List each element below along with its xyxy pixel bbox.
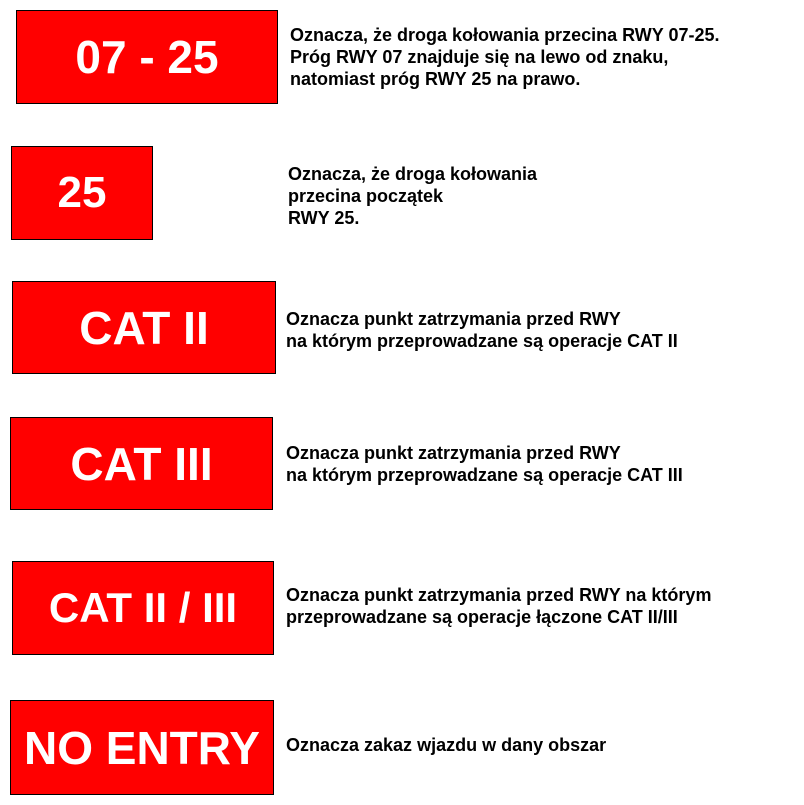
sign-cat-ii-iii [12, 561, 274, 655]
description-line: Oznacza punkt zatrzymania przed RWY na którym [286, 585, 712, 605]
description-line: na którym przeprowadzane są operacje CAT III [286, 465, 683, 485]
description-line: Oznacza, że droga kołowania przecina RWY 07-25. [290, 25, 720, 45]
description-no-entry [286, 734, 606, 756]
description-line: Oznacza zakaz wjazdu w dany obszar [286, 735, 607, 755]
description-line: na którym przeprowadzane są operacje CAT II [286, 331, 678, 351]
sign-label: CAT III [70, 437, 213, 490]
description-line: Oznacza, że droga kołowania [288, 164, 538, 184]
description-cat-iii [286, 442, 683, 486]
sign-label: NO ENTRY [24, 721, 260, 774]
sign-label: 25 [57, 168, 107, 217]
sign-label: 07 - 25 [75, 31, 219, 83]
description-runway-25 [288, 163, 537, 229]
description-cat-ii-iii [286, 584, 711, 628]
sign-cat-iii [10, 417, 273, 510]
description-line: przecina początek [288, 186, 444, 206]
description-line: RWY 25. [288, 208, 360, 228]
description-runway-07-25 [290, 24, 719, 90]
sign-runway-25 [11, 146, 153, 240]
description-line: Próg RWY 07 znajduje się na lewo od znaku, [290, 47, 669, 67]
description-line: Oznacza punkt zatrzymania przed RWY [286, 443, 621, 463]
sign-no-entry [10, 700, 274, 795]
description-line: Oznacza punkt zatrzymania przed RWY [286, 309, 621, 329]
sign-label: CAT II / III [48, 584, 238, 631]
description-line: natomiast próg RWY 25 na prawo. [290, 69, 581, 89]
sign-cat-ii [12, 281, 276, 374]
sign-label: CAT II [79, 301, 209, 354]
description-cat-ii [286, 308, 678, 352]
description-line: przeprowadzane są operacje łączone CAT II/III [286, 607, 678, 627]
sign-runway-07-25 [16, 10, 278, 104]
